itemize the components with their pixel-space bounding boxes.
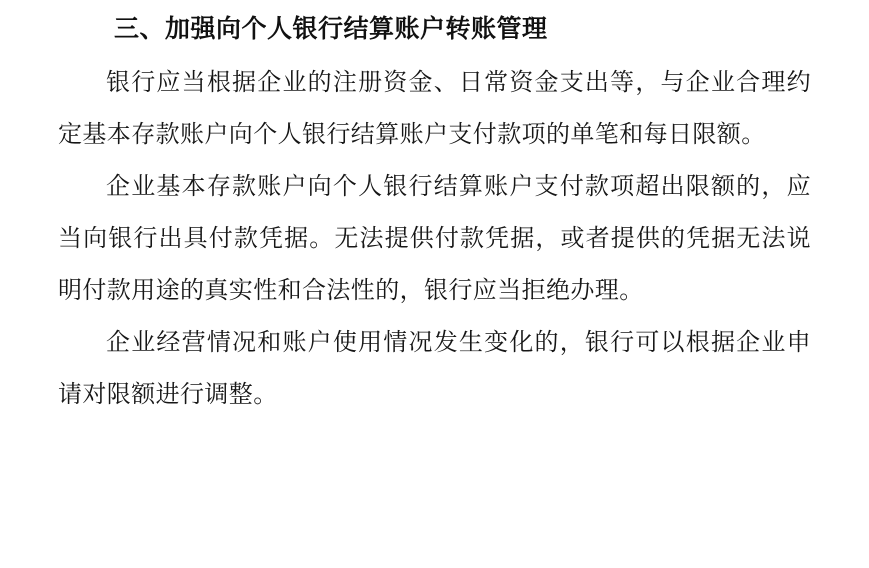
section-heading: 三、加强向个人银行结算账户转账管理 (114, 14, 548, 43)
paragraph-3: 企业经营情况和账户使用情况发生变化的，银行可以根据企业申请对限额进行调整。 (58, 327, 811, 408)
paragraph-2: 企业基本存款账户向个人银行结算账户支付款项超出限额的，应当向银行出具付款凭据。无法提供付款凭据，或者提供的凭据无法说明付款用途的真实性和合法性的，银行应当拒绝办理。 (58, 171, 811, 304)
paragraph-1: 银行应当根据企业的注册资金、日常资金支出等，与企业合理约定基本存款账户向个人银行结算账户支付款项的单笔和每日限额。 (58, 67, 811, 148)
